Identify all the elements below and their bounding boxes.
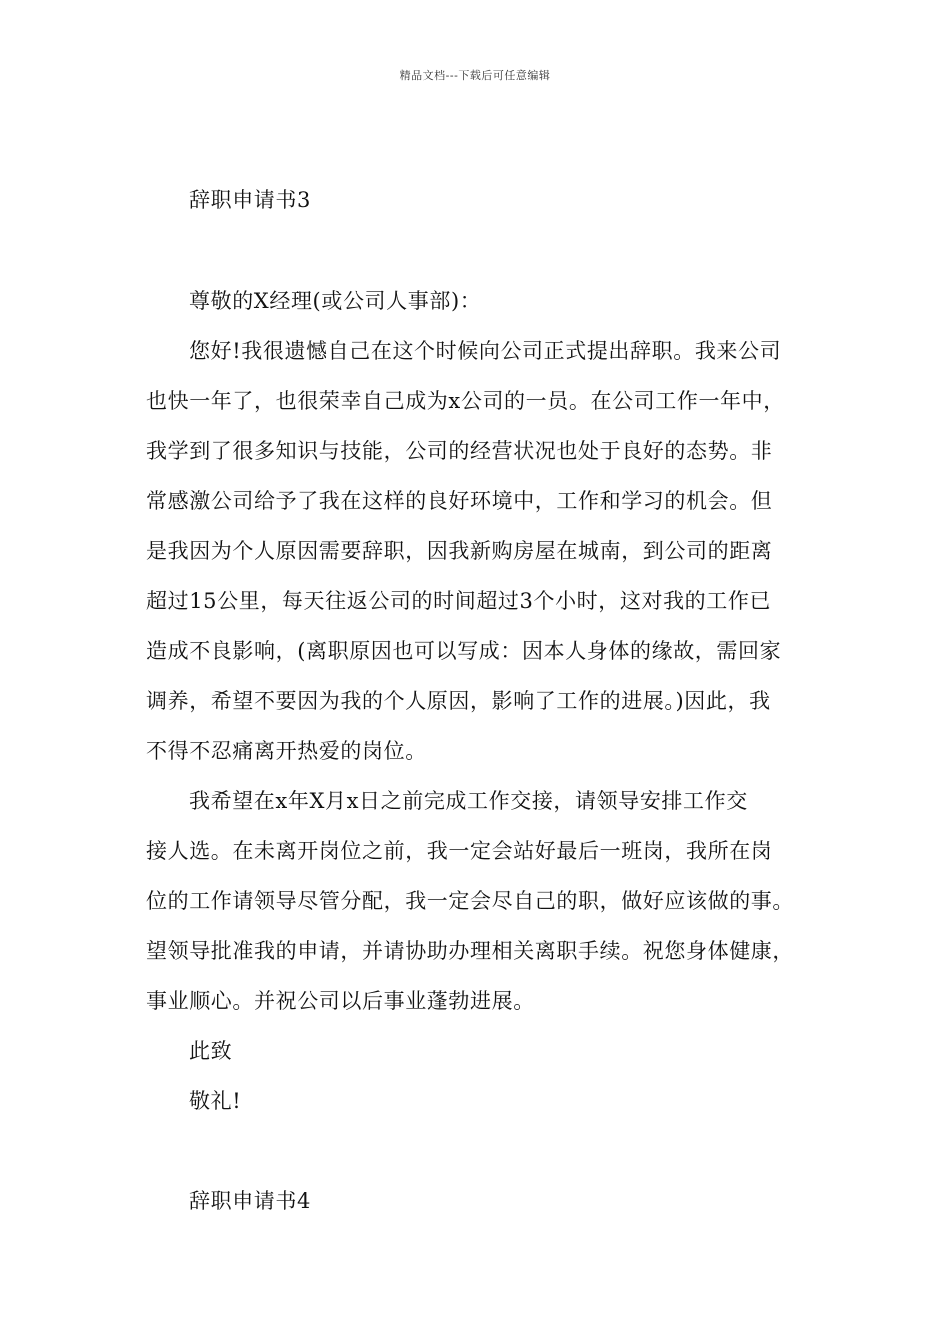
paragraph-line: 您好!我很遗憾自己在这个时候向公司正式提出辞职。我来公司 [189, 339, 782, 363]
closing-greeting: 敬礼! [189, 1089, 242, 1113]
paragraph-line: 是我因为个人原因需要辞职，因我新购房屋在城南，到公司的距离 [146, 539, 773, 563]
paragraph-line: 常感激公司给予了我在这样的良好环境中，工作和学习的机会。但 [146, 489, 773, 513]
closing-line: 此致 [189, 1039, 233, 1063]
paragraph-line: 也快一年了，也很荣幸自己成为x公司的一员。在公司工作一年中， [146, 389, 785, 413]
paragraph-line: 我学到了很多知识与技能，公司的经营状况也处于良好的态势。非 [146, 439, 773, 463]
paragraph-line: 造成不良影响，(离职原因也可以写成：因本人身体的缘故，需回家 [146, 639, 782, 663]
section-title: 辞职申请书3 [189, 188, 311, 212]
paragraph-line: 调养，希望不要因为我的个人原因，影响了工作的进展。)因此，我 [146, 689, 771, 713]
paragraph-line: 位的工作请领导尽管分配，我一定会尽自己的职，做好应该做的事。 [146, 889, 794, 913]
paragraph-line: 事业顺心。并祝公司以后事业蓬勃进展。 [146, 989, 535, 1013]
salutation: 尊敬的X经理(或公司人事部)： [189, 289, 482, 313]
paragraph-line: 不得不忍痛离开热爱的岗位。 [146, 739, 427, 763]
paragraph-line: 超过15公里，每天往返公司的时间超过3个小时，这对我的工作已 [146, 589, 772, 613]
paragraph-line: 我希望在x年X月x日之前完成工作交接，请领导安排工作交 [189, 789, 748, 813]
section-title: 辞职申请书4 [189, 1189, 311, 1213]
paragraph-line: 望领导批准我的申请，并请协助办理相关离职手续。祝您身体健康， [146, 939, 794, 963]
paragraph-line: 接人选。在未离开岗位之前，我一定会站好最后一班岗，我所在岗 [146, 839, 773, 863]
page-header: 精品文档---下载后可任意编辑 [399, 69, 551, 82]
